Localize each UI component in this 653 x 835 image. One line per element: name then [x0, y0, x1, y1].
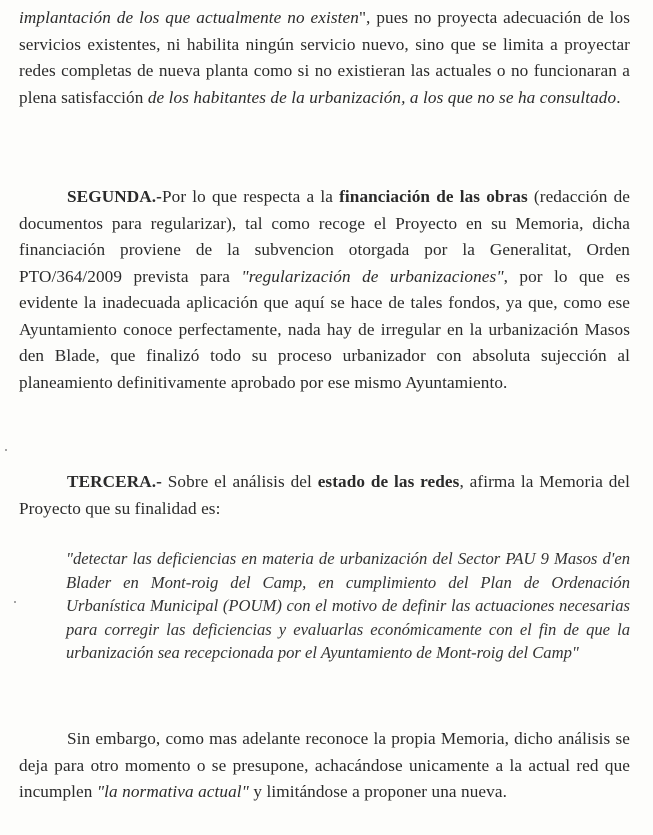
heading-segunda: SEGUNDA.- [67, 187, 162, 206]
paragraph-2-text-b: (redacción de documentos para regularizar), tal como recoge el Proyecto en su Memoria, dicha financiación proviene de la subvencion otorgada por la Generalitat, Orden PTO/364/2009 prevista para [19, 187, 631, 286]
scan-speck [5, 449, 7, 451]
block-quote: "detectar las deficiencias en materia de urbanización del Sector PAU 9 Masos d'en Blader en Mont-roig del Camp, en cumplimiento del Plan de Ordenación Urbanística Municipal (POUM) con el motivo de definir las actuaciones necesarias para corregir las deficiencias y evaluarlas económicamente con el fin de que la urbanización sea recepcionada por el Ayuntamiento de Mont-roig del Camp" [66, 549, 630, 662]
paragraph-sin-embargo [19, 726, 630, 806]
italic-phrase-start: implantación de los que actualmente no existen [19, 8, 359, 27]
heading-tercera: TERCERA.- [67, 472, 162, 491]
paragraph-tercera [19, 469, 630, 522]
italic-phrase-end: de los habitantes de la urbanización, a los que no se ha consultado [147, 87, 617, 107]
paragraph-2-text-c: , por lo que es evidente la inadecuada aplicación que aquí se hace de tales fondos, ya que, como ese Ayuntamiento conoce perfectamente, nada hay de irregular en la urbanización Masos den Blade, que finalizó todo su proceso urbanizador con absoluta sujección al planeamiento definitivamente aprobado por ese mismo Ayuntamiento. [19, 266, 630, 392]
paragraph-2-text-a: Por lo que respecta a la [161, 187, 340, 206]
bold-estado-redes: estado de las redes [317, 472, 460, 491]
paragraph-3-text-a: Sobre el análisis del [161, 472, 318, 491]
paragraph-4-text-b: y limitándose a proponer una nueva. [248, 782, 507, 801]
paragraph-continuation [19, 5, 630, 111]
paragraph-segunda [19, 184, 630, 396]
scan-speck [14, 601, 16, 603]
quoted-normativa-actual: "la normativa actual" [96, 782, 249, 801]
bold-financiacion: financiación de las obras [339, 187, 528, 206]
paragraph-1-text: ", pues no proyecta adecuación de los servicios existentes, ni habilita ningún servicio nuevo, sino que se limita a proyectar redes completas de nueva planta como si no existieran las actuales o no funcionaran a plena satisfacción [19, 8, 630, 107]
paragraph-1-end: . [616, 87, 621, 107]
paragraph-4-text-a: Sin embargo, como mas adelante reconoce la propia Memoria, dicho análisis se deja para otro momento o se presupone, achacándose unicamente a la actual red que incumplen [19, 729, 630, 801]
quoted-regularizacion: "regularización de urbanizaciones" [241, 266, 504, 286]
paragraph-3-text-b: , afirma la Memoria del Proyecto que su finalidad es: [19, 472, 630, 518]
